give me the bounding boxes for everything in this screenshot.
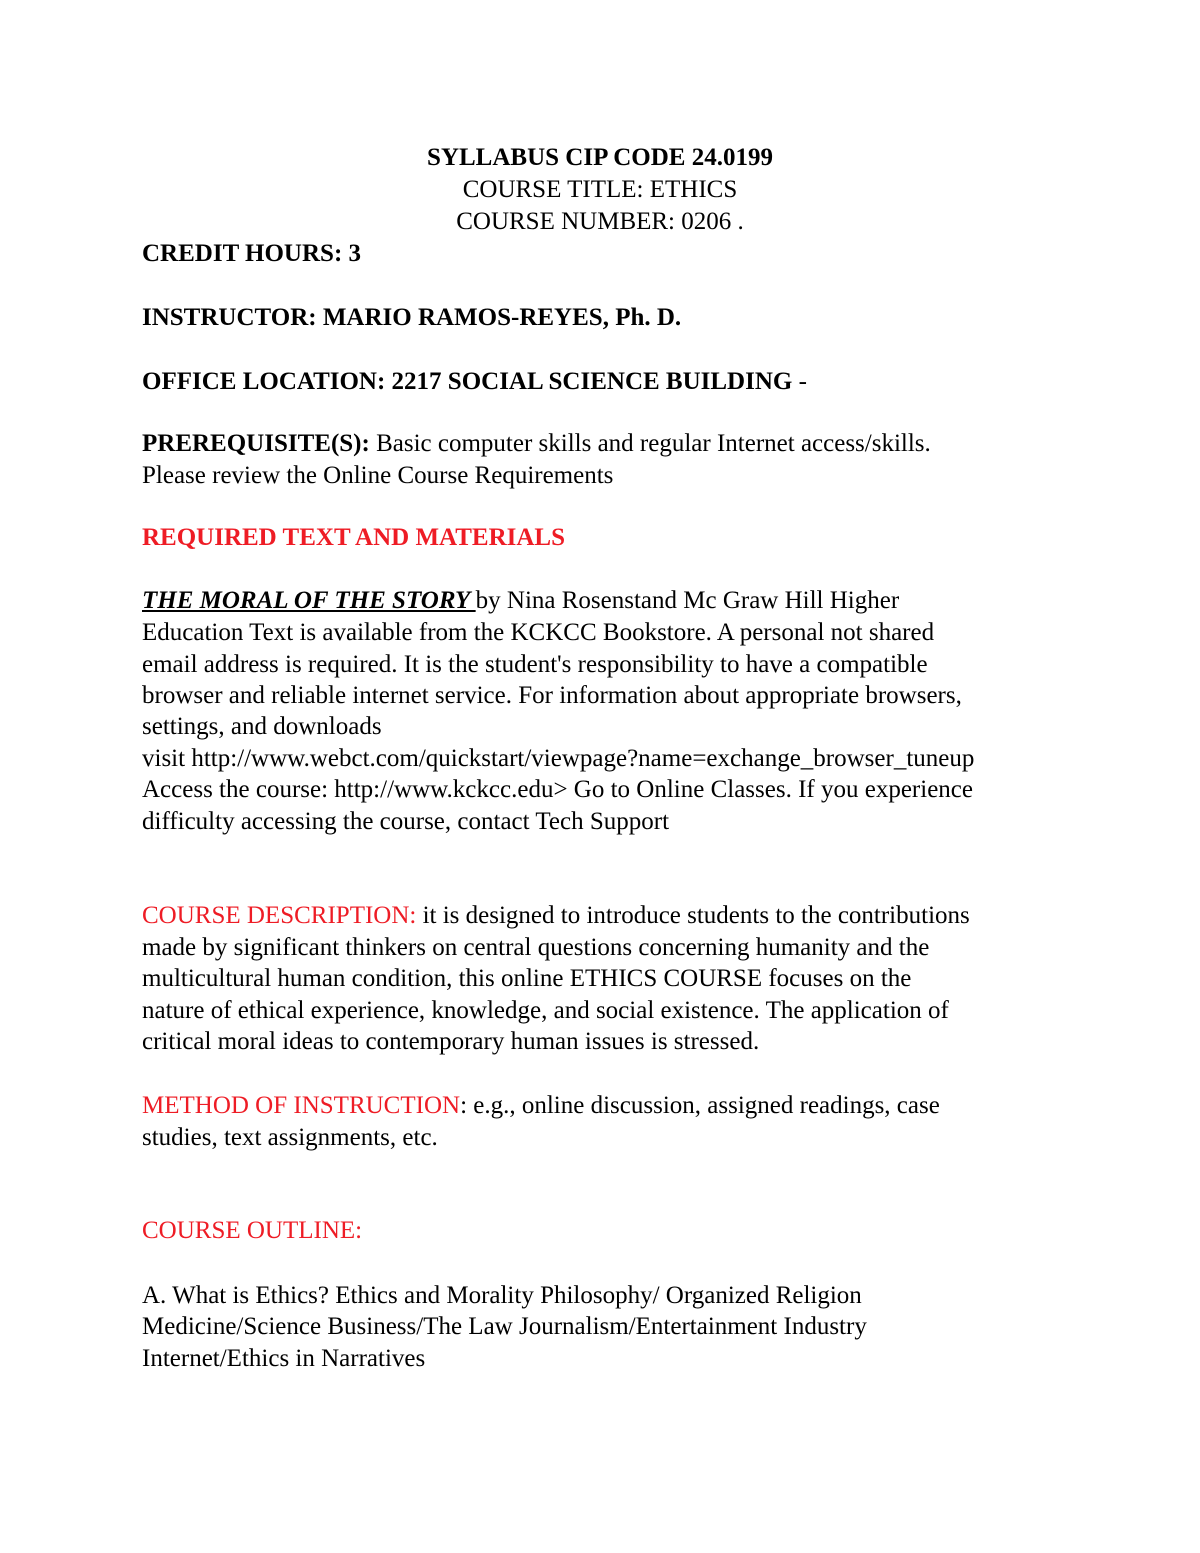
course-outline-heading: COURSE OUTLINE: xyxy=(142,1217,363,1244)
required-text-heading: REQUIRED TEXT AND MATERIALS xyxy=(142,524,566,551)
browser-tuneup-link-line: visit http://www.webct.com/quickstart/viewpage?name=exchange_browser_tuneup xyxy=(142,745,975,772)
outline-line-3: Internet/Ethics in Narratives xyxy=(142,1345,426,1372)
office-location-label: OFFICE LOCATION: 2217 SOCIAL SCIENCE BUILDING xyxy=(142,368,793,395)
required-text-line-1 xyxy=(142,585,899,617)
instructor: INSTRUCTOR: MARIO RAMOS-REYES, Ph. D. xyxy=(142,304,682,331)
course-access-line: Access the course: http://www.kckcc.edu> Go to Online Classes. If you experience xyxy=(142,776,973,803)
course-description-line-3: multicultural human condition, this online ETHICS COURSE focuses on the xyxy=(142,965,912,992)
course-description-label: COURSE DESCRIPTION: xyxy=(142,902,417,929)
outline-line-1: A. What is Ethics? Ethics and Morality Philosophy/ Organized Religion xyxy=(142,1282,862,1309)
cip-code-heading: SYLLABUS CIP CODE 24.0199 xyxy=(427,144,773,171)
book-title: THE MORAL OF THE STORY xyxy=(142,587,476,614)
office-location-dash: - xyxy=(792,368,807,395)
required-text-line-2: Education Text is available from the KCKCC Bookstore. A personal not shared xyxy=(142,619,935,646)
prerequisites-review: Please review the Online Course Requirements xyxy=(142,462,614,489)
outline-line-2: Medicine/Science Business/The Law Journalism/Entertainment Industry xyxy=(142,1313,867,1340)
course-description-line-1 xyxy=(142,900,970,932)
required-text-line-3: email address is required. It is the student's responsibility to have a compatible xyxy=(142,651,928,678)
required-text-line-5: settings, and downloads xyxy=(142,713,382,740)
book-author: by Nina Rosenstand Mc Graw Hill Higher xyxy=(475,587,900,614)
required-text-line-4: browser and reliable internet service. For information about appropriate browsers, xyxy=(142,682,962,709)
tech-support-line: difficulty accessing the course, contact Tech Support xyxy=(142,808,670,835)
prerequisites-text: Basic computer skills and regular Internet access/skills. xyxy=(369,430,931,457)
prerequisites-label: PREREQUISITE(S): xyxy=(142,430,370,457)
course-description-line-2: made by significant thinkers on central questions concerning humanity and the xyxy=(142,934,930,961)
method-label: METHOD OF INSTRUCTION xyxy=(142,1092,461,1119)
course-number: COURSE NUMBER: 0206 . xyxy=(456,208,744,235)
course-description-line-5: critical moral ideas to contemporary human issues is stressed. xyxy=(142,1028,760,1055)
course-description-line-4: nature of ethical experience, knowledge, and social existence. The application of xyxy=(142,997,949,1024)
method-text: : e.g., online discussion, assigned readings, case xyxy=(460,1092,940,1119)
course-title: COURSE TITLE: ETHICS xyxy=(462,176,738,203)
method-line-1 xyxy=(142,1090,940,1122)
prerequisites-line xyxy=(142,428,931,460)
course-description-text: it is designed to introduce students to the contributions xyxy=(416,902,970,929)
office-location xyxy=(142,366,807,398)
method-line-2: studies, text assignments, etc. xyxy=(142,1124,438,1151)
credit-hours: CREDIT HOURS: 3 xyxy=(142,240,362,267)
